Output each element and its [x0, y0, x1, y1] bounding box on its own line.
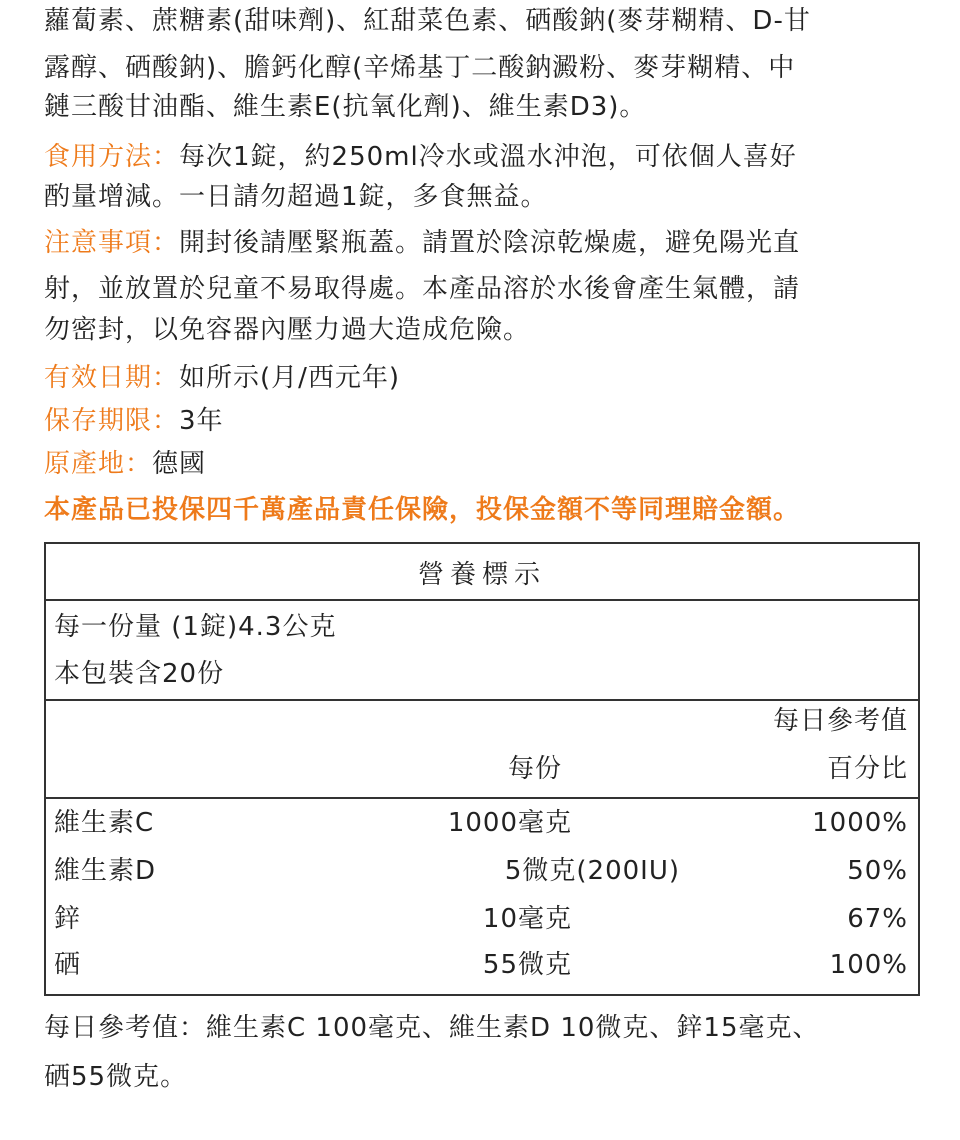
origin-label: 原產地：: [44, 449, 153, 479]
caution-label: 注意事項：: [44, 228, 180, 258]
table-divider: [46, 599, 918, 601]
daily-value-footnote-line-1: 每日參考值：維生素C 100毫克、維生素D 10微克、鋅15毫克、: [44, 1013, 820, 1043]
usage-text: 每次1錠，約250ml冷水或溫水沖泡，可依個人喜好: [179, 142, 797, 172]
shelf-life-value: 3年: [179, 406, 224, 436]
col-header-per-serving: 每份: [508, 754, 563, 784]
ingredients-line-2: 露醇、硒酸鈉)、膽鈣化醇(辛烯基丁二酸鈉澱粉、麥芽糊精、中: [44, 53, 796, 83]
serving-size: 每一份量 (1錠)4.3公克: [54, 612, 337, 642]
nutrient-amount: 5微克(200IU): [504, 856, 680, 886]
nutrient-percent: 67%: [847, 904, 908, 934]
table-divider: [46, 797, 918, 799]
nutrient-amount: 55微克: [482, 950, 572, 980]
usage-label: 食用方法：: [44, 142, 180, 172]
expiry-value: 如所示(月/西元年): [179, 363, 401, 393]
caution-line-1: [44, 226, 800, 260]
ingredients-line-1: 蘿蔔素、蔗糖素(甜味劑)、紅甜菜色素、硒酸鈉(麥芽糊精、D-甘: [44, 6, 811, 36]
origin-value: 德國: [152, 449, 207, 479]
caution-line-2: 射，並放置於兒童不易取得處。本產品溶於水後會產生氣體，請: [44, 274, 801, 304]
usage-line-1: [44, 140, 797, 174]
insurance-notice: 本產品已投保四千萬產品責任保險，投保金額不等同理賠金額。: [44, 495, 801, 525]
nutrient-amount: 1000毫克: [447, 808, 572, 838]
nutrient-name: 硒: [54, 950, 82, 980]
servings-per-package: 本包裝含20份: [54, 659, 225, 689]
expiry-line: [44, 361, 400, 395]
nutrition-title: 營養標示: [417, 560, 546, 590]
caution-line-3: 勿密封，以免容器內壓力過大造成危險。: [44, 315, 531, 345]
nutrient-name: 維生素D: [54, 856, 157, 886]
nutrient-percent: 1000%: [812, 808, 908, 838]
col-header-daily-value: 每日參考值: [772, 706, 908, 736]
col-header-percent: 百分比: [826, 754, 908, 784]
shelf-life-line: [44, 404, 224, 438]
expiry-label: 有效日期：: [44, 363, 180, 393]
nutrient-amount: 10毫克: [482, 904, 572, 934]
table-divider: [46, 699, 918, 701]
nutrition-facts-table: [44, 542, 920, 996]
shelf-life-label: 保存期限：: [44, 406, 180, 436]
daily-value-footnote-line-2: 硒55微克。: [44, 1062, 188, 1092]
ingredients-line-3: 鏈三酸甘油酯、維生素E(抗氧化劑)、維生素D3)。: [44, 92, 647, 122]
nutrient-name: 維生素C: [54, 808, 155, 838]
nutrient-name: 鋅: [54, 904, 82, 934]
nutrient-percent: 50%: [847, 856, 908, 886]
nutrient-percent: 100%: [829, 950, 908, 980]
usage-line-2: 酌量增減。一日請勿超過1錠，多食無益。: [44, 182, 548, 212]
caution-text: 開封後請壓緊瓶蓋。請置於陰涼乾燥處，避免陽光直: [179, 228, 801, 258]
origin-line: [44, 447, 206, 481]
